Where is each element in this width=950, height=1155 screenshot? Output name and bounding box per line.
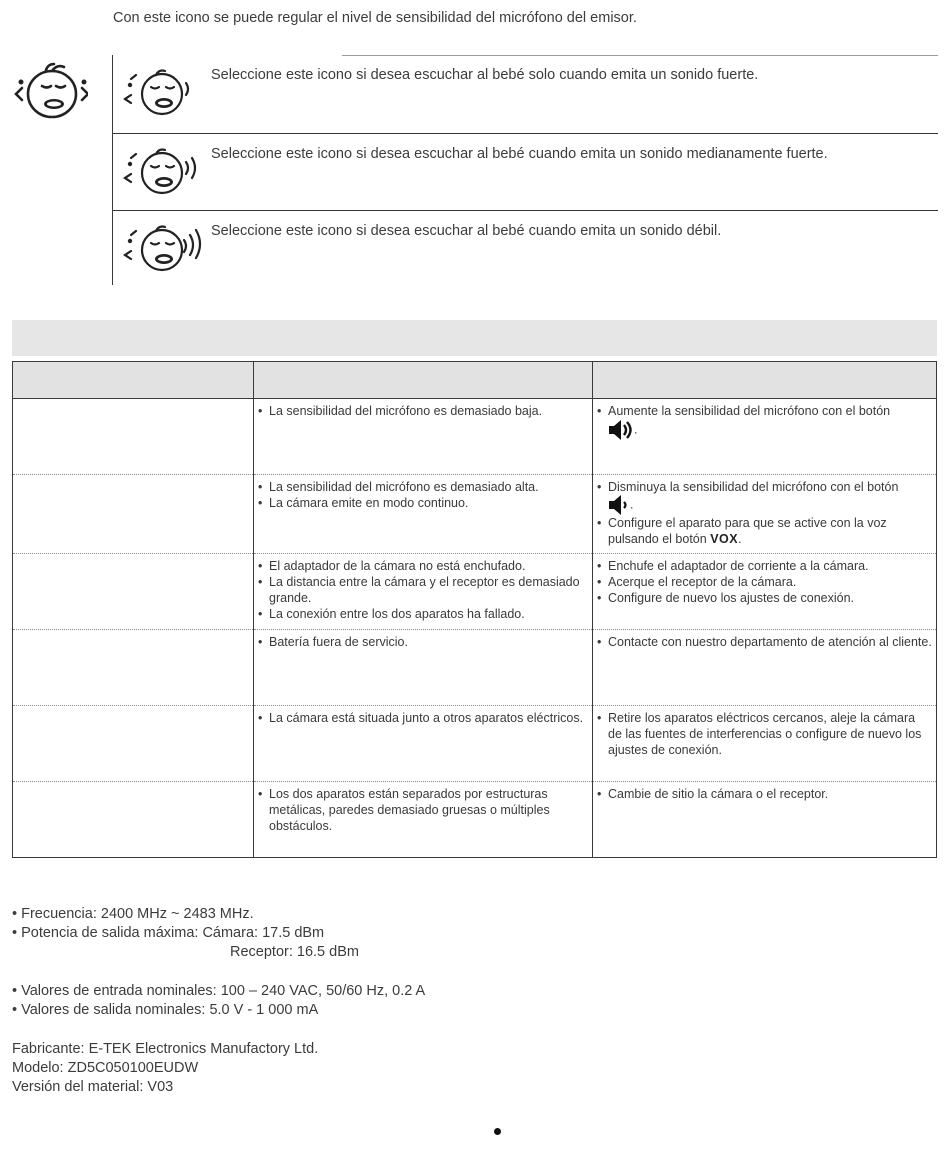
- option-loud: [112, 55, 938, 134]
- speaker-volume-up-icon: [608, 419, 634, 441]
- baby-crying-one-wave-icon: [118, 61, 206, 121]
- solution-item: • Configure de nuevo los ajustes de conexión.: [597, 590, 932, 606]
- cause-item: • La distancia entre la cámara y el receptor es demasiado grande.: [258, 574, 588, 606]
- header-problem: [13, 362, 254, 399]
- cause-cell: [254, 554, 593, 630]
- option-text: Seleccione este icono si desea escuchar al bebé solo cuando emita un sonido fuerte.: [211, 67, 759, 83]
- cause-cell: [254, 630, 593, 706]
- baby-sensitivity-icon: [12, 58, 88, 122]
- solution-item: • Contacte con nuestro departamento de atención al cliente.: [597, 634, 932, 650]
- spec-output: • Valores de salida nominales: 5.0 V - 1 000 mA: [12, 1002, 319, 1018]
- solution-item: [597, 515, 932, 547]
- option-text: Seleccione este icono si desea escuchar al bebé cuando emita un sonido medianamente fuerte.: [211, 146, 828, 162]
- solution-item: • Acerque el receptor de la cámara.: [597, 574, 932, 590]
- page-bullet-dot: [494, 1128, 501, 1135]
- table-header-row: [13, 362, 937, 399]
- solution-item: [597, 479, 932, 515]
- problem-cell: [13, 554, 254, 630]
- cause-item: • Batería fuera de servicio.: [258, 634, 588, 650]
- solution-text-end: .: [630, 497, 634, 512]
- solution-cell: [593, 475, 937, 554]
- problem-cell: [13, 475, 254, 554]
- table-row: [13, 630, 937, 706]
- cause-cell: [254, 782, 593, 858]
- cause-item: • La cámara emite en modo continuo.: [258, 495, 588, 511]
- problem-cell: [13, 706, 254, 782]
- solution-item: [597, 403, 932, 441]
- version-text: Versión del material: V03: [12, 1079, 174, 1095]
- solution-cell: [593, 706, 937, 782]
- cause-cell: [254, 475, 593, 554]
- header-cause: [254, 362, 593, 399]
- model-text: Modelo: ZD5C050100EUDW: [12, 1060, 199, 1076]
- cause-item: • La cámara está situada junto a otros aparatos eléctricos.: [258, 710, 588, 726]
- baby-crying-two-waves-icon: [118, 140, 206, 200]
- table-row: [13, 706, 937, 782]
- table-row: [13, 554, 937, 630]
- spec-frequency: • Frecuencia: 2400 MHz ~ 2483 MHz.: [12, 906, 254, 922]
- spec-power-camera: • Potencia de salida máxima: Cámara: 17.5 dBm: [12, 925, 325, 941]
- solution-cell: [593, 630, 937, 706]
- troubleshooting-table: [12, 361, 937, 858]
- section-header-band: [12, 320, 937, 356]
- solution-cell: [593, 554, 937, 630]
- cause-item: • La sensibilidad del micrófono es demasiado alta.: [258, 479, 588, 495]
- table-row: [13, 399, 937, 475]
- header-solution: [593, 362, 937, 399]
- cause-item: • El adaptador de la cámara no está enchufado.: [258, 558, 588, 574]
- solution-text-end: .: [738, 532, 742, 546]
- solution-cell: [593, 399, 937, 475]
- solution-text: Disminuya la sensibilidad del micrófono con el botón: [608, 480, 899, 494]
- solution-cell: [593, 782, 937, 858]
- solution-text: Aumente la sensibilidad del micrófono con el botón: [608, 404, 891, 418]
- cause-item: • La conexión entre los dos aparatos ha fallado.: [258, 606, 588, 622]
- option-text: Seleccione este icono si desea escuchar al bebé cuando emita un sonido débil.: [211, 223, 722, 239]
- solution-text: Configure el aparato para que se active con la voz pulsando el botón: [608, 516, 887, 546]
- cause-item: • La sensibilidad del micrófono es demasiado baja.: [258, 403, 588, 419]
- cause-cell: [254, 706, 593, 782]
- problem-cell: [13, 399, 254, 475]
- intro-text: Con este icono se puede regular el nivel de sensibilidad del micrófono del emisor.: [113, 10, 637, 26]
- sensitivity-options: [112, 55, 938, 285]
- table-row: [13, 475, 937, 554]
- solution-item: • Cambie de sitio la cámara o el receptor.: [597, 786, 932, 802]
- spec-input: • Valores de entrada nominales: 100 – 240 VAC, 50/60 Hz, 0.2 A: [12, 983, 426, 999]
- problem-cell: [13, 782, 254, 858]
- solution-item: • Retire los aparatos eléctricos cercanos, aleje la cámara de las fuentes de interferencias o configure de nuevo los ajustes de conexión.: [597, 710, 932, 758]
- spec-power-receiver: Receptor: 16.5 dBm: [230, 944, 359, 960]
- option-medium: [112, 134, 938, 211]
- vox-button-label: VOX: [710, 532, 739, 546]
- solution-item: • Enchufe el adaptador de corriente a la cámara.: [597, 558, 932, 574]
- option-weak: [112, 211, 938, 285]
- speaker-volume-down-icon: [608, 495, 630, 515]
- baby-crying-three-waves-icon: [118, 217, 206, 277]
- solution-text-end: .: [634, 422, 638, 437]
- table-row: [13, 782, 937, 858]
- cause-cell: [254, 399, 593, 475]
- cause-item: • Los dos aparatos están separados por estructuras metálicas, paredes demasiado gruesas o múltiples obstáculos.: [258, 786, 588, 834]
- problem-cell: [13, 630, 254, 706]
- manufacturer-text: Fabricante: E-TEK Electronics Manufactory Ltd.: [12, 1041, 319, 1057]
